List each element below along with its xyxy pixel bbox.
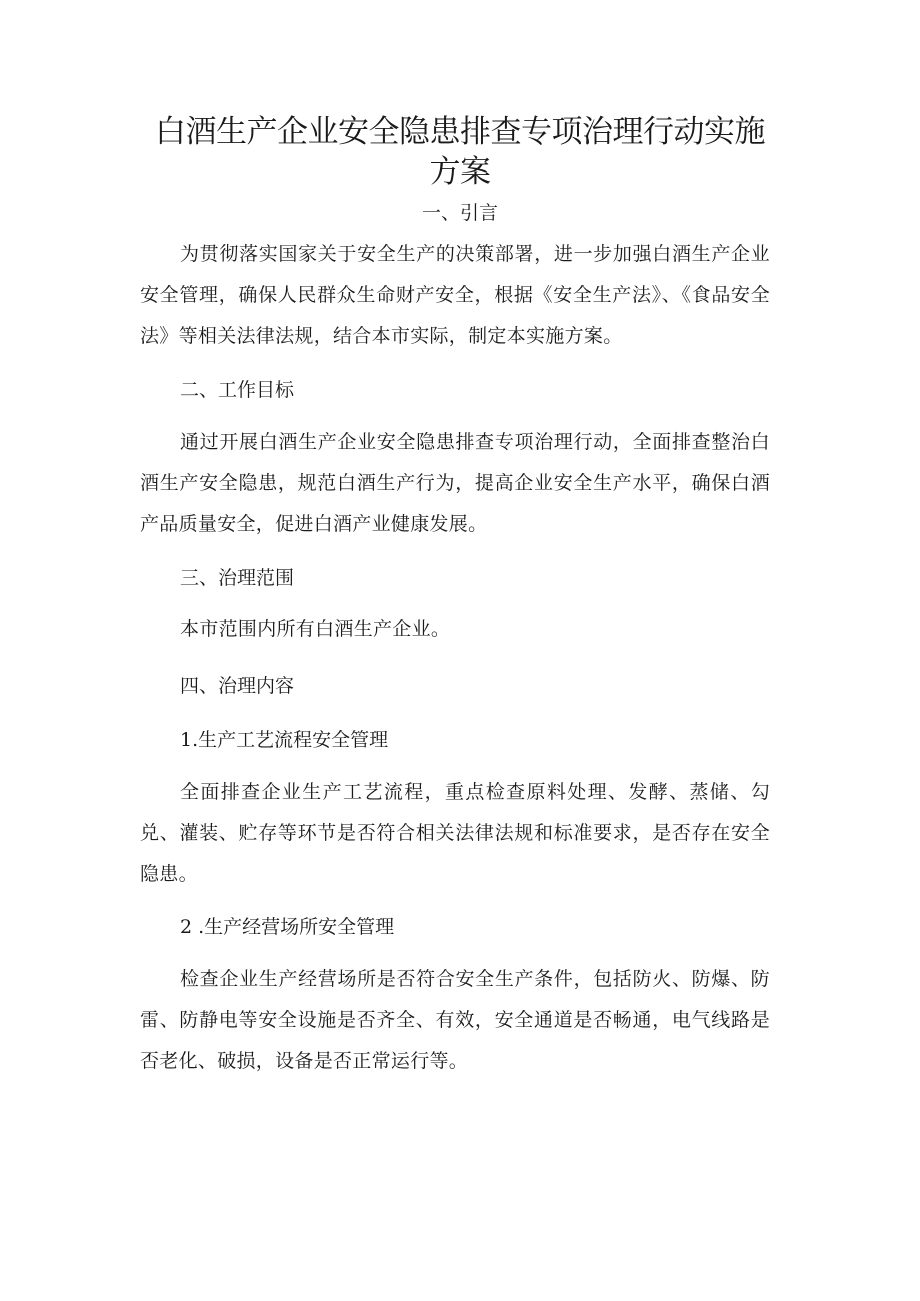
subsection-paragraph-process-safety: 全面排查企业生产工艺流程，重点检查原料处理、发酵、蒸储、勾兑、灌装、贮存等环节是否符合相关法律法规和标准要求，是否存在安全隐患。 [140,781,770,885]
subsection-paragraph-premises-safety: 检查企业生产经营场所是否符合安全生产条件，包括防火、防爆、防雷、防静电等安全设施是否齐全、有效，安全通道是否畅通，电气线路是否老化、破损，设备是否正常运行等。 [140,968,770,1072]
section-heading-introduction: 一、引言 [421,202,498,224]
section-heading-scope: 三、治理范围 [180,567,295,589]
document-title: 白酒生产企业安全隐患排查专项治理行动实施方案 [155,114,765,190]
subsection-heading-process-safety: 1.生产工艺流程安全管理 [180,729,389,751]
section-heading-content: 四、治理内容 [180,675,295,697]
section-paragraph-objectives: 通过开展白酒生产企业安全隐患排查专项治理行动，全面排查整治白酒生产安全隐患，规范白酒生产行为，提高企业安全生产水平，确保白酒产品质量安全，促进白酒产业健康发展。 [140,431,770,535]
section-heading-objectives: 二、工作目标 [180,379,295,401]
section-paragraph-scope: 本市范围内所有白酒生产企业。 [180,618,451,640]
subsection-heading-premises-safety: 2 .生产经营场所安全管理 [180,916,395,938]
section-paragraph-introduction: 为贯彻落实国家关于安全生产的决策部署，进一步加强白酒生产企业安全管理，确保人民群众生命财产安全，根据《安全生产法》、《食品安全法》等相关法律法规，结合本市实际，制定本实施方案。 [140,243,770,347]
